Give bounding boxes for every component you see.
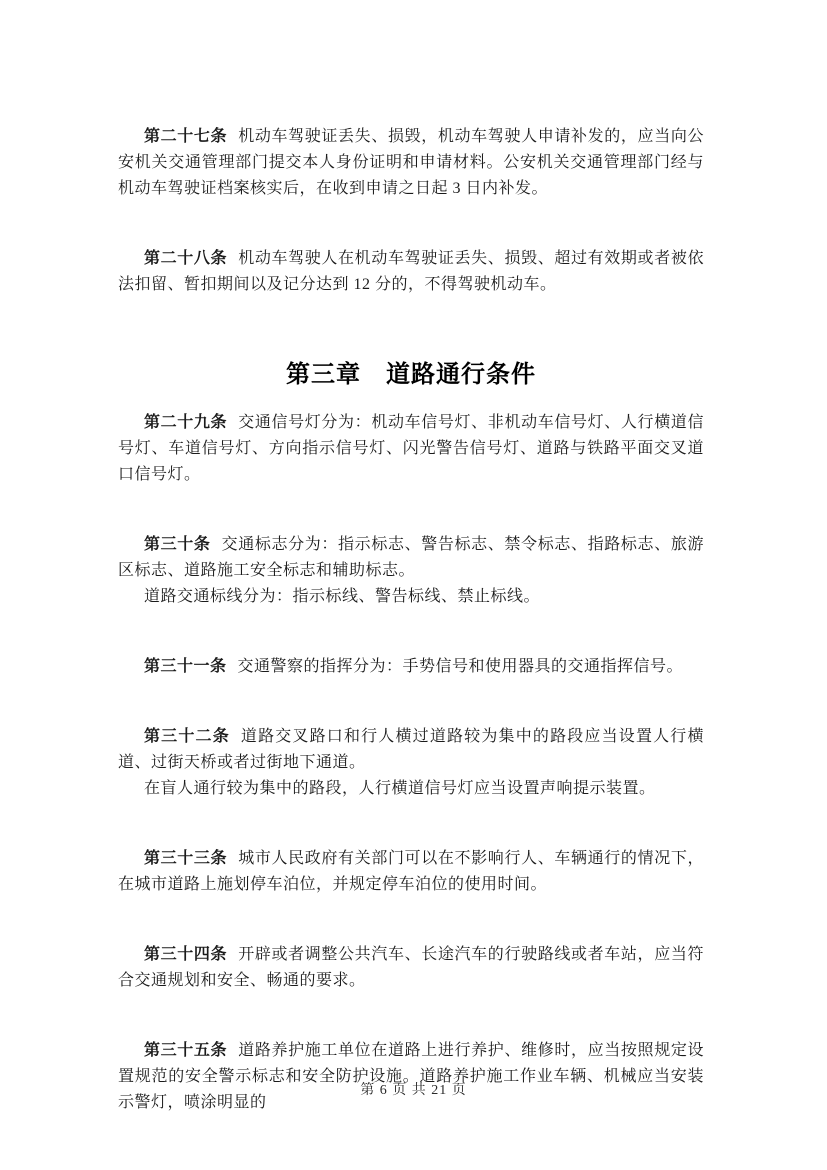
chapter-heading: 第三章 道路通行条件 xyxy=(286,361,536,388)
article-label: 第二十九条 xyxy=(144,414,228,431)
article-paragraph xyxy=(118,654,704,680)
article-29 xyxy=(118,410,704,488)
article-label: 第三十条 xyxy=(144,536,211,553)
article-text: 机动车驾驶证丢失、损毁，机动车驾驶人申请补发的，应当向公安机关交通管理部门提交本人身份证明和申请材料。公安机关交通管理部门经与机动车驾驶证档案核实后，在收到申请之日起 3 日内补发。 xyxy=(118,128,704,197)
article-subparagraph: 道路交通标线分为：指示标线、警告标线、禁止标线。 xyxy=(144,588,541,605)
article-text: 交通警察的指挥分为：手势信号和使用器具的交通指挥信号。 xyxy=(237,658,684,675)
article-label: 第三十二条 xyxy=(144,728,230,745)
article-text: 机动车驾驶人在机动车驾驶证丢失、损毁、超过有效期或者被依法扣留、暂扣期间以及记分达到 12 分的，不得驾驶机动车。 xyxy=(118,250,704,293)
article-paragraph xyxy=(118,846,704,898)
article-paragraph xyxy=(118,1038,704,1116)
article-text: 交通信号灯分为：机动车信号灯、非机动车信号灯、人行横道信号灯、车道信号灯、方向指示信号灯、闪光警告信号灯、道路与铁路平面交叉道口信号灯。 xyxy=(118,414,704,483)
article-text: 道路养护施工单位在道路上进行养护、维修时，应当按照规定设置规范的安全警示标志和安全防护设施。道路养护施工作业车辆、机械应当安装示警灯，喷涂明显的 xyxy=(118,1042,704,1111)
article-28 xyxy=(118,246,704,298)
article-35 xyxy=(118,1038,704,1116)
article-text: 开辟或者调整公共汽车、长途汽车的行驶路线或者车站，应当符合交通规划和安全、畅通的要求。 xyxy=(118,946,704,989)
article-paragraph xyxy=(118,942,704,994)
article-label: 第三十一条 xyxy=(144,658,227,675)
article-text: 道路交叉路口和行人横过道路较为集中的路段应当设置人行横道、过街天桥或者过街地下通道。 xyxy=(118,728,704,771)
article-paragraph xyxy=(118,124,704,202)
article-paragraph xyxy=(118,410,704,488)
article-label: 第三十三条 xyxy=(144,850,228,867)
page-content xyxy=(118,124,704,1160)
article-27 xyxy=(118,124,704,202)
article-paragraph xyxy=(118,246,704,298)
article-text: 交通标志分为：指示标志、警告标志、禁令标志、指路标志、旅游区标志、道路施工安全标志和辅助标志。 xyxy=(118,536,704,579)
article-paragraph xyxy=(118,724,704,776)
article-label: 第二十八条 xyxy=(144,250,228,267)
article-text: 城市人民政府有关部门可以在不影响行人、车辆通行的情况下，在城市道路上施划停车泊位，并规定停车泊位的使用时间。 xyxy=(118,850,704,893)
article-label: 第三十五条 xyxy=(144,1042,228,1059)
page-number-footer: 第 6 页 共 21 页 xyxy=(360,1083,467,1098)
article-30 xyxy=(118,532,704,610)
article-31 xyxy=(118,654,704,680)
article-32 xyxy=(118,724,704,802)
article-33 xyxy=(118,846,704,898)
article-34 xyxy=(118,942,704,994)
article-paragraph xyxy=(118,532,704,584)
article-label: 第二十七条 xyxy=(144,128,228,145)
article-label: 第三十四条 xyxy=(144,946,228,963)
article-subparagraph: 在盲人通行较为集中的路段，人行横道信号灯应当设置声响提示装置。 xyxy=(144,780,656,797)
